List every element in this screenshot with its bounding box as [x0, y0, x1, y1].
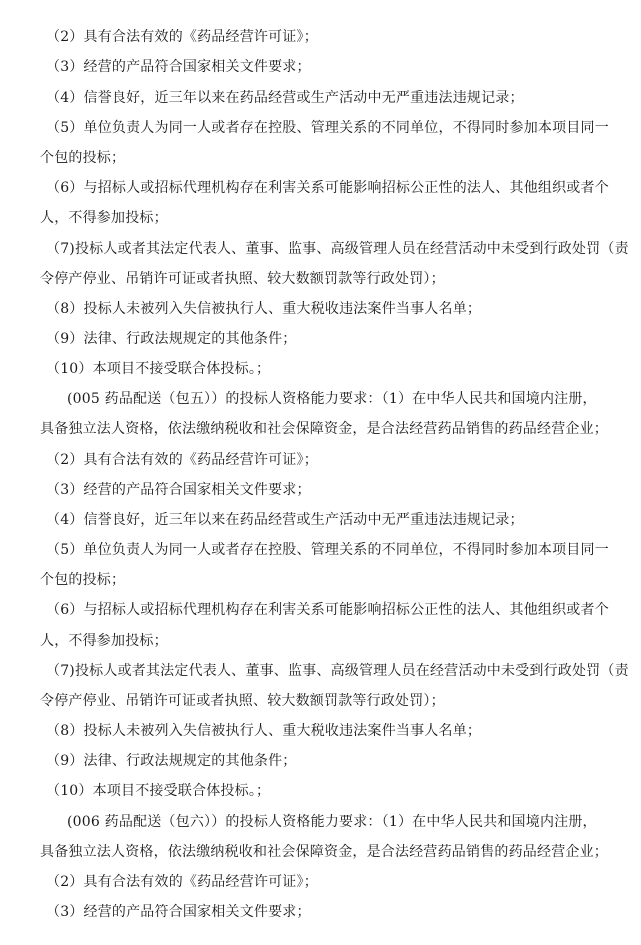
- doc-line: 个包的投标；: [40, 150, 126, 166]
- doc-line: 具备独立法人资格，依法缴纳税收和社会保障资金，是合法经营药品销售的药品经营企业；: [40, 844, 608, 860]
- doc-line: （9）法律、行政法规规定的其他条件；: [46, 753, 297, 769]
- doc-line: （3）经营的产品符合国家相关文件要求；: [46, 482, 311, 498]
- doc-line: 个包的投标；: [40, 572, 126, 588]
- doc-line: （10）本项目不接受联合体投标。；: [46, 361, 271, 377]
- doc-line: （6）与招标人或招标代理机构存在利害关系可能影响招标公正性的法人、其他组织或者个: [46, 602, 609, 618]
- section-heading-006: (006 药品配送（包六））的投标人资格能力要求：（1）在中华人民共和国境内注册，: [67, 814, 597, 830]
- doc-line: 具备独立法人资格，依法缴纳税收和社会保障资金，是合法经营药品销售的药品经营企业；: [40, 421, 608, 437]
- doc-line: （4）信誉良好，近三年以来在药品经营或生产活动中无严重违法违规记录；: [46, 512, 524, 528]
- doc-line: （3）经营的产品符合国家相关文件要求；: [46, 904, 311, 920]
- doc-line: （8）投标人未被列入失信被执行人、重大税收违法案件当事人名单；: [46, 301, 482, 317]
- doc-line: （8）投标人未被列入失信被执行人、重大税收违法案件当事人名单；: [46, 723, 482, 739]
- doc-line: （7)投标人或者其法定代表人、董事、监事、高级管理人员在经营活动中未受到行政处罚（责: [46, 663, 629, 679]
- doc-line: 令停产停业、吊销许可证或者执照、较大数额罚款等行政处罚）；: [40, 693, 445, 709]
- doc-line: （9）法律、行政法规规定的其他条件；: [46, 331, 297, 347]
- doc-line: 令停产停业、吊销许可证或者执照、较大数额罚款等行政处罚）；: [40, 271, 445, 287]
- doc-line: （2）具有合法有效的《药品经营许可证》；: [46, 874, 318, 890]
- doc-line: （2）具有合法有效的《药品经营许可证》；: [46, 452, 318, 468]
- doc-line: （10）本项目不接受联合体投标。；: [46, 783, 271, 799]
- doc-line: （5）单位负责人为同一人或者存在控股、管理关系的不同单位，不得同时参加本项目同一: [46, 542, 609, 558]
- section-heading-005: (005 药品配送（包五））的投标人资格能力要求：（1）在中华人民共和国境内注册，: [67, 391, 597, 407]
- doc-line: （3）经营的产品符合国家相关文件要求；: [46, 59, 311, 75]
- doc-line: （5）单位负责人为同一人或者存在控股、管理关系的不同单位，不得同时参加本项目同一: [46, 120, 609, 136]
- doc-line: 人，不得参加投标；: [40, 633, 168, 649]
- doc-line: （7)投标人或者其法定代表人、董事、监事、高级管理人员在经营活动中未受到行政处罚（责: [46, 241, 629, 257]
- doc-line: 人，不得参加投标；: [40, 210, 168, 226]
- doc-line: （6）与招标人或招标代理机构存在利害关系可能影响招标公正性的法人、其他组织或者个: [46, 180, 609, 196]
- doc-line: （2）具有合法有效的《药品经营许可证》；: [46, 29, 318, 45]
- doc-line: （4）信誉良好，近三年以来在药品经营或生产活动中无严重违法违规记录；: [46, 90, 524, 106]
